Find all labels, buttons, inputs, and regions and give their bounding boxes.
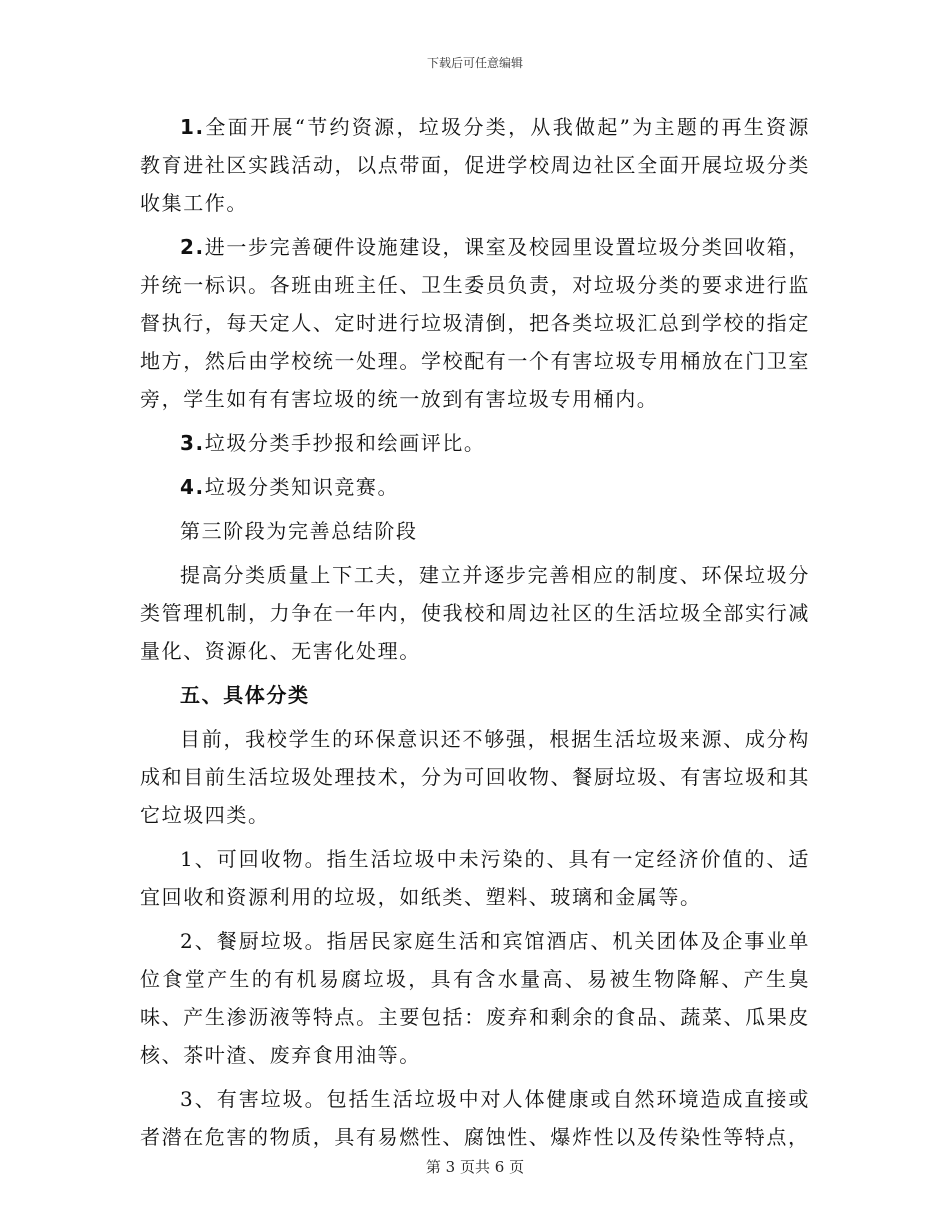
stage-title: 第三阶段为完善总结阶段 [180, 519, 418, 543]
item-number: 4. [180, 475, 205, 499]
paragraph-item-3 [140, 424, 810, 462]
item-number: 3. [180, 431, 205, 455]
category-recyclable: 1、可回收物。指生活垃圾中未污染的、具有一定经济价值的、适宜回收和资源利用的垃圾，如纸类、塑料、玻璃和金属等。 [140, 847, 810, 909]
paragraph-text: 垃圾分类手抄报和绘画评比。 [204, 431, 486, 455]
page-header: 下载后可任意编辑 [426, 56, 523, 70]
paragraph-item-2 [140, 228, 810, 418]
item-number: 1. [180, 115, 205, 139]
page-footer: 第 3 页共 6 页 [425, 1158, 525, 1176]
category-hazardous: 3、有害垃圾。包括生活垃圾中对人体健康或自然环境造成直接或者潜在危害的物质，具有易燃性、腐蚀性、爆炸性以及传染性等特点， [140, 1087, 810, 1149]
paragraph-text: 进一步完善硬件设施建设，课室及校园里设置垃圾分类回收箱，并统一标识。各班由班主任、卫生委员负责，对垃圾分类的要求进行监督执行，每天定人、定时进行垃圾清倒，把各类垃圾汇总到学校的指定地方，然后由学校统一处理。学校配有一个有害垃圾专用桶放在门卫室旁，学生如有有害垃圾的统一放到有害垃圾专用桶内。 [140, 235, 810, 411]
section-heading: 五、具体分类 [180, 683, 310, 707]
paragraph-text: 全面开展“节约资源，垃圾分类，从我做起”为主题的再生资源教育进社区实践活动，以点带面，促进学校周边社区全面开展垃圾分类收集工作。 [140, 115, 810, 215]
paragraph-item-1 [140, 108, 810, 222]
category-kitchen-waste: 2、餐厨垃圾。指居民家庭生活和宾馆酒店、机关团体及企事业单位食堂产生的有机易腐垃圾，具有含水量高、易被生物降解、产生臭味、产生渗沥液等特点。主要包括：废弃和剩余的食品、蔬菜、瓜果皮核、茶叶渣、废弃食用油等。 [140, 929, 810, 1067]
paragraph-text: 垃圾分类知识竞赛。 [204, 475, 400, 499]
document-body [140, 108, 810, 1162]
stage-description: 提高分类质量上下工夫，建立并逐步完善相应的制度、环保垃圾分类管理机制，力争在一年内，使我校和周边社区的生活垃圾全部实行减量化、资源化、无害化处理。 [140, 563, 810, 663]
item-number: 2. [180, 235, 205, 259]
section-intro: 目前，我校学生的环保意识还不够强，根据生活垃圾来源、成分构成和目前生活垃圾处理技术，分为可回收物、餐厨垃圾、有害垃圾和其它垃圾四类。 [140, 727, 810, 827]
paragraph-item-4 [140, 468, 810, 506]
